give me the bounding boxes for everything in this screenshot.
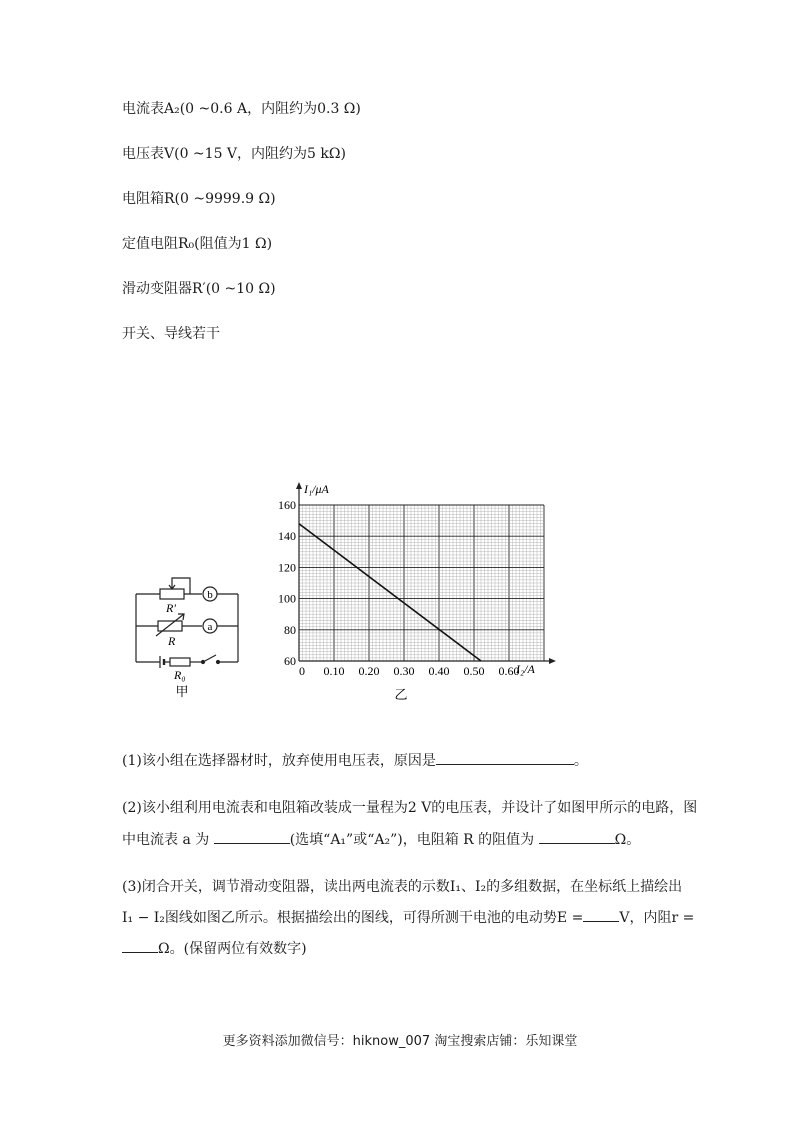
q1-end: 。 bbox=[573, 753, 588, 769]
q2-line2a: 中电流表 a 为 bbox=[122, 832, 210, 848]
material-c bbox=[122, 98, 361, 118]
x-axis-label: I₂/A bbox=[516, 662, 535, 676]
question-2-line-1 bbox=[122, 797, 697, 817]
q3-line1: 闭合开关，调节滑动变阻器，读出两电流表的示数I₁、I₂的多组数据，在坐标纸上描绘出 bbox=[141, 879, 683, 895]
material-text: 电流表A₂(0 ~0.6 A，内阻约为0.3 Ω) bbox=[122, 101, 361, 117]
q2-resistance-blank[interactable] bbox=[539, 830, 615, 844]
question-3-line-1 bbox=[122, 876, 682, 896]
y-tick-label: 160 bbox=[278, 498, 296, 512]
y-axis-arrow bbox=[296, 482, 302, 489]
y-tick-label: 60 bbox=[284, 654, 296, 668]
circuit-caption: 甲 bbox=[175, 684, 189, 699]
y-axis-label: I₁/μA bbox=[304, 482, 329, 496]
footer: 更多资料添加微信号：hiknow_007 淘宝搜索店铺：乐知课堂 bbox=[222, 1034, 578, 1049]
material-g bbox=[122, 278, 276, 298]
x-tick-label: 0.30 bbox=[393, 664, 415, 678]
material-text: 定值电阻R₀(阻值为1 Ω) bbox=[122, 236, 273, 252]
material-h bbox=[122, 323, 220, 343]
q1-num: (1) bbox=[122, 753, 142, 769]
y-tick-label: 80 bbox=[284, 622, 296, 637]
material-text: 滑动变阻器R′(0 ~10 Ω) bbox=[122, 281, 276, 297]
circuit-diagram bbox=[128, 570, 248, 700]
r-prime-label: R′ bbox=[166, 601, 176, 615]
meter-b-label: b bbox=[207, 589, 213, 601]
q2-meter-blank[interactable] bbox=[214, 830, 290, 844]
material-text: 开关、导线若干 bbox=[122, 326, 220, 342]
y-tick-label: 120 bbox=[278, 560, 296, 575]
material-f bbox=[122, 233, 272, 253]
x-axis-arrow bbox=[549, 658, 556, 664]
material-text: 电压表V(0 ~15 V，内阻约为5 kΩ) bbox=[122, 146, 346, 162]
y-tick-label: 100 bbox=[278, 591, 296, 606]
x-tick-label: 0.60 bbox=[498, 664, 520, 678]
q3-line3: Ω。(保留两位有效数字) bbox=[158, 941, 307, 957]
question-3-line-3 bbox=[122, 938, 307, 958]
x-tick-label: 0.10 bbox=[323, 664, 345, 678]
material-e bbox=[122, 188, 276, 208]
meter-a-label: a bbox=[207, 621, 213, 633]
q2-num: (2) bbox=[122, 800, 142, 816]
q3-line2b: V，内阻r = bbox=[619, 910, 695, 926]
q3-emf-blank[interactable] bbox=[583, 908, 619, 922]
y-tick-label: 140 bbox=[278, 529, 296, 544]
q3-num: (3) bbox=[122, 879, 142, 895]
chart-caption: 乙 bbox=[394, 687, 408, 702]
x-tick-label: 0.50 bbox=[463, 664, 485, 678]
question-1 bbox=[122, 750, 588, 770]
q3-resistance-blank[interactable] bbox=[122, 939, 158, 953]
q2-line2b: (选填“A₁”或“A₂”)，电阻箱 R 的阻值为 bbox=[289, 832, 535, 848]
x-tick-label: 0.20 bbox=[358, 664, 380, 678]
q2-line2c: Ω。 bbox=[614, 832, 641, 848]
question-2-line-2 bbox=[122, 829, 640, 849]
x-tick-label: 0 bbox=[299, 664, 305, 678]
i1-i2-chart bbox=[268, 478, 558, 708]
r0-label: R₀ bbox=[174, 668, 186, 682]
q2-line1: 该小组利用电流表和电阻箱改装成一量程为2 V的电压表，并设计了如图甲所示的电路，图 bbox=[141, 800, 698, 816]
q1-answer-blank[interactable] bbox=[436, 751, 574, 765]
material-text: 电阻箱R(0 ~9999.9 Ω) bbox=[122, 191, 276, 207]
question-3-line-2 bbox=[122, 907, 694, 927]
r-label: R bbox=[168, 634, 176, 648]
x-tick-label: 0.40 bbox=[428, 664, 450, 678]
q3-line2: I₁ − I₂图线如图乙所示。根据描绘出的图线，可得所测干电池的电动势E = bbox=[122, 910, 584, 926]
material-d bbox=[122, 143, 346, 163]
q1-text: 该小组在选择器材时，放弃使用电压表，原因是 bbox=[141, 753, 436, 769]
